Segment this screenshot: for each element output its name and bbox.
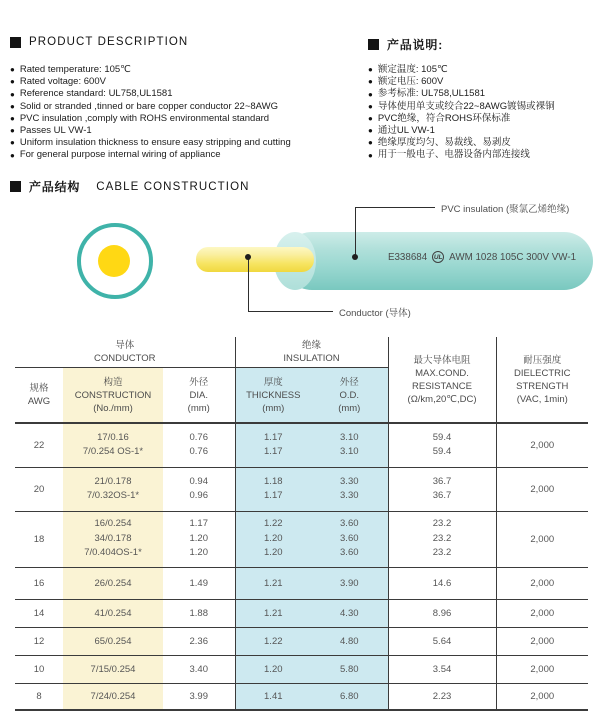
dielectric-cell: 2,000 [496,567,588,599]
list-item [10,101,362,113]
insulation-group-en: INSULATION [283,353,340,364]
cable-construction-header [10,178,250,195]
conductor-leader-line-v [248,258,249,311]
awg-cell: 10 [15,655,63,683]
list-item-text: Solid or stranded ,tinned or bare copper conductor 22~8AWG [19,100,278,112]
bullet-icon: ● [10,77,15,87]
awg-column-header: 规格 AWG [15,368,63,424]
list-item-text: 绝缘厚度均匀、易裁线、易剥皮 [377,137,511,149]
section-marker-icon [10,181,21,192]
bullet-icon: ● [368,101,373,111]
awg-cell: 16 [15,567,63,599]
awg-cell: 22 [15,423,63,467]
list-item [368,101,600,113]
cable-marking-text [374,251,590,263]
dia-cell: 3.40 [163,655,235,683]
list-item-text: PVC绝缘，符合ROHS环保标准 [377,112,511,124]
bullet-icon: ● [368,77,373,87]
list-item [10,149,362,161]
list-item [10,137,362,149]
bullet-icon: ● [10,65,15,75]
thickness-cell: 1.22 1.20 1.20 [235,511,311,567]
od-cell: 3.30 3.30 [311,467,388,511]
dielectric-cell: 2,000 [496,683,588,710]
construction-cell: 21/0.178 7/0.32OS-1* [63,467,163,511]
list-item-text: Uniform insulation thickness to ensure easy stripping and cutting [19,137,291,149]
list-item-text: Rated temperature: 105℃ [19,64,131,75]
list-item-text: 额定电压: 600V [377,76,444,88]
table-row-awg-8 [15,683,588,710]
list-item-text: 通过UL VW-1 [377,125,435,137]
awg-cell: 14 [15,599,63,627]
product-notes-title: 产品说明: [387,38,443,52]
awg-cell: 8 [15,683,63,710]
bullet-icon: ● [10,150,15,160]
insulation-group-cn: 绝缘 [302,340,322,351]
bullet-icon: ● [10,126,15,136]
resistance-cell: 5.64 [388,627,496,655]
list-item-text: PVC insulation ,comply with ROHS environmental standard [19,112,270,124]
resistance-cell: 8.96 [388,599,496,627]
conductor-label: Conductor (导体) [339,308,411,319]
resistance-cell: 59.4 59.4 [388,423,496,467]
dielectric-cell: 2,000 [496,467,588,511]
table-row-awg-12 [15,627,588,655]
construction-cell: 41/0.254 [63,599,163,627]
insulation-leader-line-h [355,207,435,208]
cable-construction-title-en: CABLE CONSTRUCTION [96,180,250,193]
conductor-pointer-dot [245,254,251,260]
list-item [10,113,362,125]
ul-mark-icon: UL [432,251,444,263]
bullet-icon: ● [368,89,373,99]
thickness-cell: 1.20 [235,655,311,683]
dielectric-cell: 2,000 [496,511,588,567]
insulation-group-header [235,337,388,368]
list-item [368,76,600,88]
construction-cell: 7/24/0.254 [63,683,163,710]
table-row-awg-14 [15,599,588,627]
resistance-cell: 2.23 [388,683,496,710]
table-row-awg-16 [15,567,588,599]
od-cell: 3.10 3.10 [311,423,388,467]
insulation-label: PVC insulation (聚氯乙烯绝缘) [441,204,570,215]
product-notes-header [368,36,443,53]
spec-table [15,337,588,711]
cable-construction-title-cn: 产品结构 [29,180,81,194]
product-notes-list [368,64,600,162]
dia-cell: 3.99 [163,683,235,710]
thickness-cell: 1.41 [235,683,311,710]
list-item-text: Passes UL VW-1 [19,125,92,137]
bullet-icon: ● [368,65,373,75]
insulation-pointer-dot [352,254,358,260]
list-item-text: For general purpose internal wiring of appliance [19,149,221,161]
bullet-icon: ● [10,138,15,148]
list-item-text: 用于一般电子、电器设备内部连接线 [377,149,530,161]
insulation-leader-line-v [355,207,356,257]
dia-cell: 1.17 1.20 1.20 [163,511,235,567]
od-cell: 5.80 [311,655,388,683]
bullet-icon: ● [368,113,373,123]
thickness-cell: 1.21 [235,599,311,627]
conductor-leader-line-h [248,311,333,312]
conductor-group-en: CONDUCTOR [93,353,156,364]
list-item-text: 参考标准: UL758,UL1581 [377,88,486,100]
od-cell: 3.60 3.60 3.60 [311,511,388,567]
awg-cell: 12 [15,627,63,655]
thickness-cell: 1.22 [235,627,311,655]
od-cell: 6.80 [311,683,388,710]
resistance-cell: 36.7 36.7 [388,467,496,511]
dia-cell: 1.49 [163,567,235,599]
dia-cell: 1.88 [163,599,235,627]
table-row-awg-22 [15,423,588,467]
dia-cell: 2.36 [163,627,235,655]
dia-cell: 0.76 0.76 [163,423,235,467]
resistance-column-header: 最大导体电阻 MAX.COND. RESISTANCE (Ω/km,20℃,DC) [388,337,496,423]
thickness-cell: 1.18 1.17 [235,467,311,511]
list-item [10,88,362,100]
dia-cell: 0.94 0.96 [163,467,235,511]
bullet-icon: ● [10,89,15,99]
dielectric-cell: 2,000 [496,423,588,467]
table-row-awg-20 [15,467,588,511]
list-item [10,76,362,88]
awg-cell: 20 [15,467,63,511]
construction-cell: 17/0.16 7/0.254 OS-1* [63,423,163,467]
conductor-group-cn: 导体 [115,340,135,351]
thickness-cell: 1.21 [235,567,311,599]
resistance-cell: 14.6 [388,567,496,599]
conductor-rod-diagram [196,247,314,272]
resistance-cell: 3.54 [388,655,496,683]
bullet-icon: ● [368,126,373,136]
section-marker-icon [368,39,379,50]
list-item [10,64,362,76]
list-item [368,64,600,76]
product-description-header [10,36,188,48]
table-row-awg-10 [15,655,588,683]
list-item [368,137,600,149]
od-column-header: 外径 O.D. (mm) [311,368,388,424]
construction-cell: 26/0.254 [63,567,163,599]
cable-spec-text: AWM 1028 105C 300V VW-1 [449,251,577,263]
bullet-icon: ● [10,113,15,123]
dielectric-column-header: 耐压强度 DIELECTRIC STRENGTH (VAC, 1min) [496,337,588,423]
bullet-icon: ● [10,101,15,111]
list-item-text: 额定温度: 105℃ [377,64,448,75]
product-description-list [10,64,362,162]
table-row-awg-18 [15,511,588,567]
list-item-text: Rated voltage: 600V [19,76,106,88]
list-item [368,88,600,100]
construction-cell: 16/0.254 34/0.178 7/0.404OS-1* [63,511,163,567]
thickness-cell: 1.17 1.17 [235,423,311,467]
cable-cert-number: E338684 [387,251,428,263]
dielectric-cell: 2,000 [496,655,588,683]
product-description-title: PRODUCT DESCRIPTION [29,36,189,48]
bullet-icon: ● [368,150,373,160]
list-item [368,113,600,125]
section-marker-icon [10,37,21,48]
od-cell: 4.30 [311,599,388,627]
list-item [368,125,600,137]
list-item [10,125,362,137]
construction-cell: 7/15/0.254 [63,655,163,683]
thickness-column-header: 厚度 THICKNESS (mm) [235,368,311,424]
list-item-text: 导体使用单支或绞合22~8AWG镀锡或裸铜 [377,100,555,112]
od-cell: 3.90 [311,567,388,599]
conductor-group-header [15,337,235,368]
conductor-core-diagram [98,245,130,277]
dia-column-header: 外径 DIA. (mm) [163,368,235,424]
construction-column-header: 构造 CONSTRUCTION (No./mm) [63,368,163,424]
awg-cell: 18 [15,511,63,567]
dielectric-cell: 2,000 [496,599,588,627]
resistance-cell: 23.2 23.2 23.2 [388,511,496,567]
list-item-text: Reference standard: UL758,UL1581 [19,88,173,100]
bullet-icon: ● [368,138,373,148]
construction-cell: 65/0.254 [63,627,163,655]
od-cell: 4.80 [311,627,388,655]
dielectric-cell: 2,000 [496,627,588,655]
list-item [368,149,600,161]
